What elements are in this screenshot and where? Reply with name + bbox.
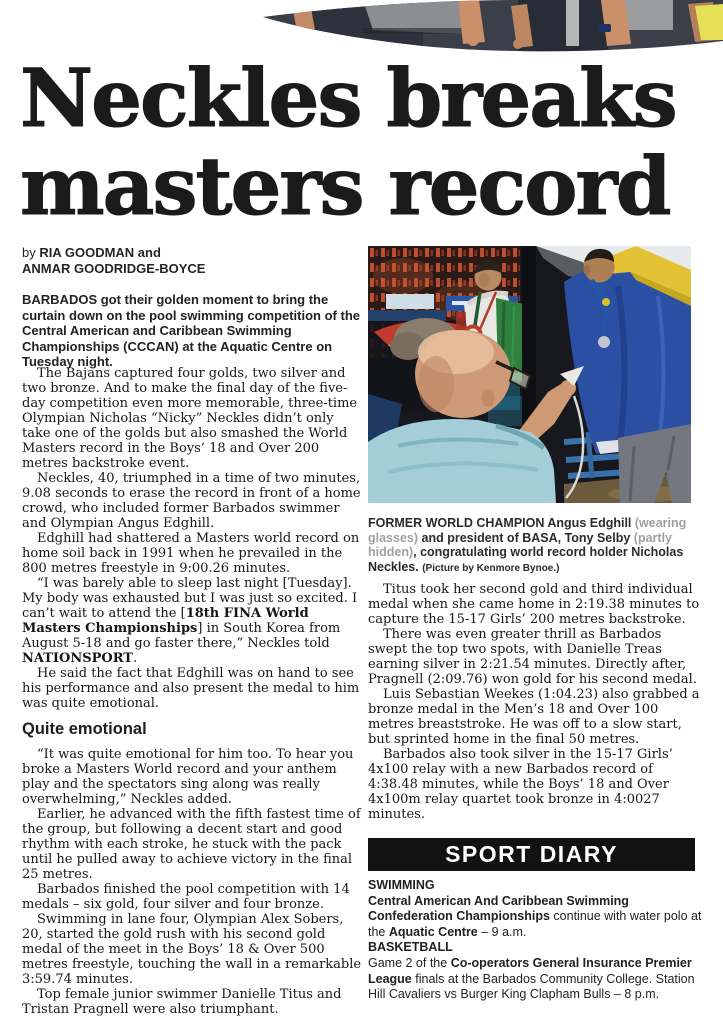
paragraph: The Bajans captured four golds, two silver and two bronze. And to make the final day of the five-day competition even more memorable, three-time Olympian Nicholas “Nicky” Neckles didn’t only take one of the golds but also smashed the World Masters record in the Boys’ 18 and Over 200 metres backstroke event.	[22, 366, 358, 471]
byline-line-1: by RIA GOODMAN and	[22, 245, 161, 260]
diary-entry-text: Central American And Caribbean Swimming Confederation Championships continue with water polo at the Aquatic Centre – 9 a.m.	[368, 893, 702, 939]
headline-line-1: Neckles breaks	[20, 51, 676, 145]
article-body-left	[22, 366, 364, 1017]
paragraph: Barbados also took silver in the 15-17 Girls’ 4x100 relay with a new Barbados record of 4:38.48 minutes, while the Boys’ 18 and Over 4x100m relay quartet took bronze in 4:0027 minutes.	[368, 747, 673, 822]
diary-entry-text: Game 2 of the Co-operators General Insurance Premier League finals at the Barbados Community College. Station Hill Cavaliers vs Burger King Clapham Bulls – 8 p.m.	[368, 955, 695, 1002]
sport-diary-title: SPORT DIARY	[445, 841, 618, 867]
paragraph: Top female junior swimmer Danielle Titus and Tristan Pragnell were also triumphant.	[22, 987, 342, 1017]
diary-entry	[368, 878, 702, 940]
paragraph: Swimming in lane four, Olympian Alex Sobers, 20, started the gold rush with his second gold medal of the meet in the Boys’ 18 & Over 500 metres freestyle, touching the wall in a remarkable 3:59.74 minutes.	[22, 912, 362, 987]
crowd-photo-strip	[263, 0, 723, 54]
paragraph: Earlier, he advanced with the fifth fastest time of the group, but following a decent start and good rhythm with each stroke, he stuck with the pack until he pulled away to achieve victory in the final 25 metres.	[22, 807, 361, 882]
diary-sport-header: SWIMMING	[368, 878, 435, 892]
podium-photo-graphic	[368, 246, 691, 503]
paragraph: Edghill had shattered a Masters world record on home soil back in 1991 when he prevailed in the 800 metres freestyle in 9:00.26 minutes.	[22, 531, 360, 576]
paragraph: Barbados finished the pool competition with 14 medals – six gold, four silver and four bronze.	[22, 882, 350, 912]
sport-diary-banner	[368, 838, 695, 871]
byline	[22, 245, 362, 276]
sport-diary-list	[368, 878, 702, 1003]
diary-entry	[368, 940, 702, 1002]
paragraph: “It was quite emotional for him too. To hear you broke a Masters World record and your anthem play and the spectators sing along was really overwhelming,” Neckles added.	[22, 747, 354, 807]
paragraph: There was even greater thrill as Barbados swept the top two spots, with Danielle Treas earning silver in 2:21.54 minutes. Directly after, Pragnell (2:09.76) won gold for his second medal.	[368, 627, 697, 687]
diary-sport-header: BASKETBALL	[368, 940, 453, 955]
paragraph: Luis Sebastian Weekes (1:04.23) also grabbed a bronze medal in the Men’s 18 and Over 100 metres breaststroke. He was off to a slow start, but sprinted home in the final 50 metres.	[368, 687, 700, 747]
headline-line-2: masters record	[20, 139, 670, 233]
crowd-photo-strip-graphic	[263, 0, 723, 54]
paragraph: Neckles, 40, triumphed in a time of two minutes, 9.08 seconds to erase the record in front of a home crowd, who included former Barbados swimmer and Olympian Angus Edghill.	[22, 471, 361, 531]
byline-line-2: ANMAR GOODRIDGE-BOYCE	[22, 260, 206, 276]
paragraph: “I was barely able to sleep last night [Tuesday]. My body was exhausted but I was just so excited. I can’t wait to attend the [18th FINA World Masters Championships] in South Korea from August 5-18 and go faster there,” Neckles told NATIONSPORT.	[22, 576, 358, 666]
page-title	[20, 51, 710, 233]
lead-paragraph: BARBADOS got their golden moment to bring the curtain down on the pool swimming competition of the Central American and Caribbean Swimming Championships (CCCAN) at the Aquatic Centre on Tuesday night.	[22, 292, 360, 370]
photo-caption: FORMER WORLD CHAMPION Angus Edghill (wearing glasses) and president of BASA, Tony Selby (partly hidden), congratulating world record holder Nicholas Neckles. (Picture by Kenmore Bynoe.)	[368, 516, 687, 574]
podium-photo	[368, 246, 691, 503]
paragraph: Titus took her second gold and third individual medal when she came home in 2:19.38 minutes to capture the 15-17 Girls’ 200 metres backstroke.	[368, 582, 700, 627]
paragraph: He said the fact that Edghill was on hand to see his performance and also present the medal to him was quite emotional.	[22, 666, 360, 711]
section-subhead: Quite emotional	[22, 720, 147, 738]
article-body-right	[368, 582, 702, 822]
